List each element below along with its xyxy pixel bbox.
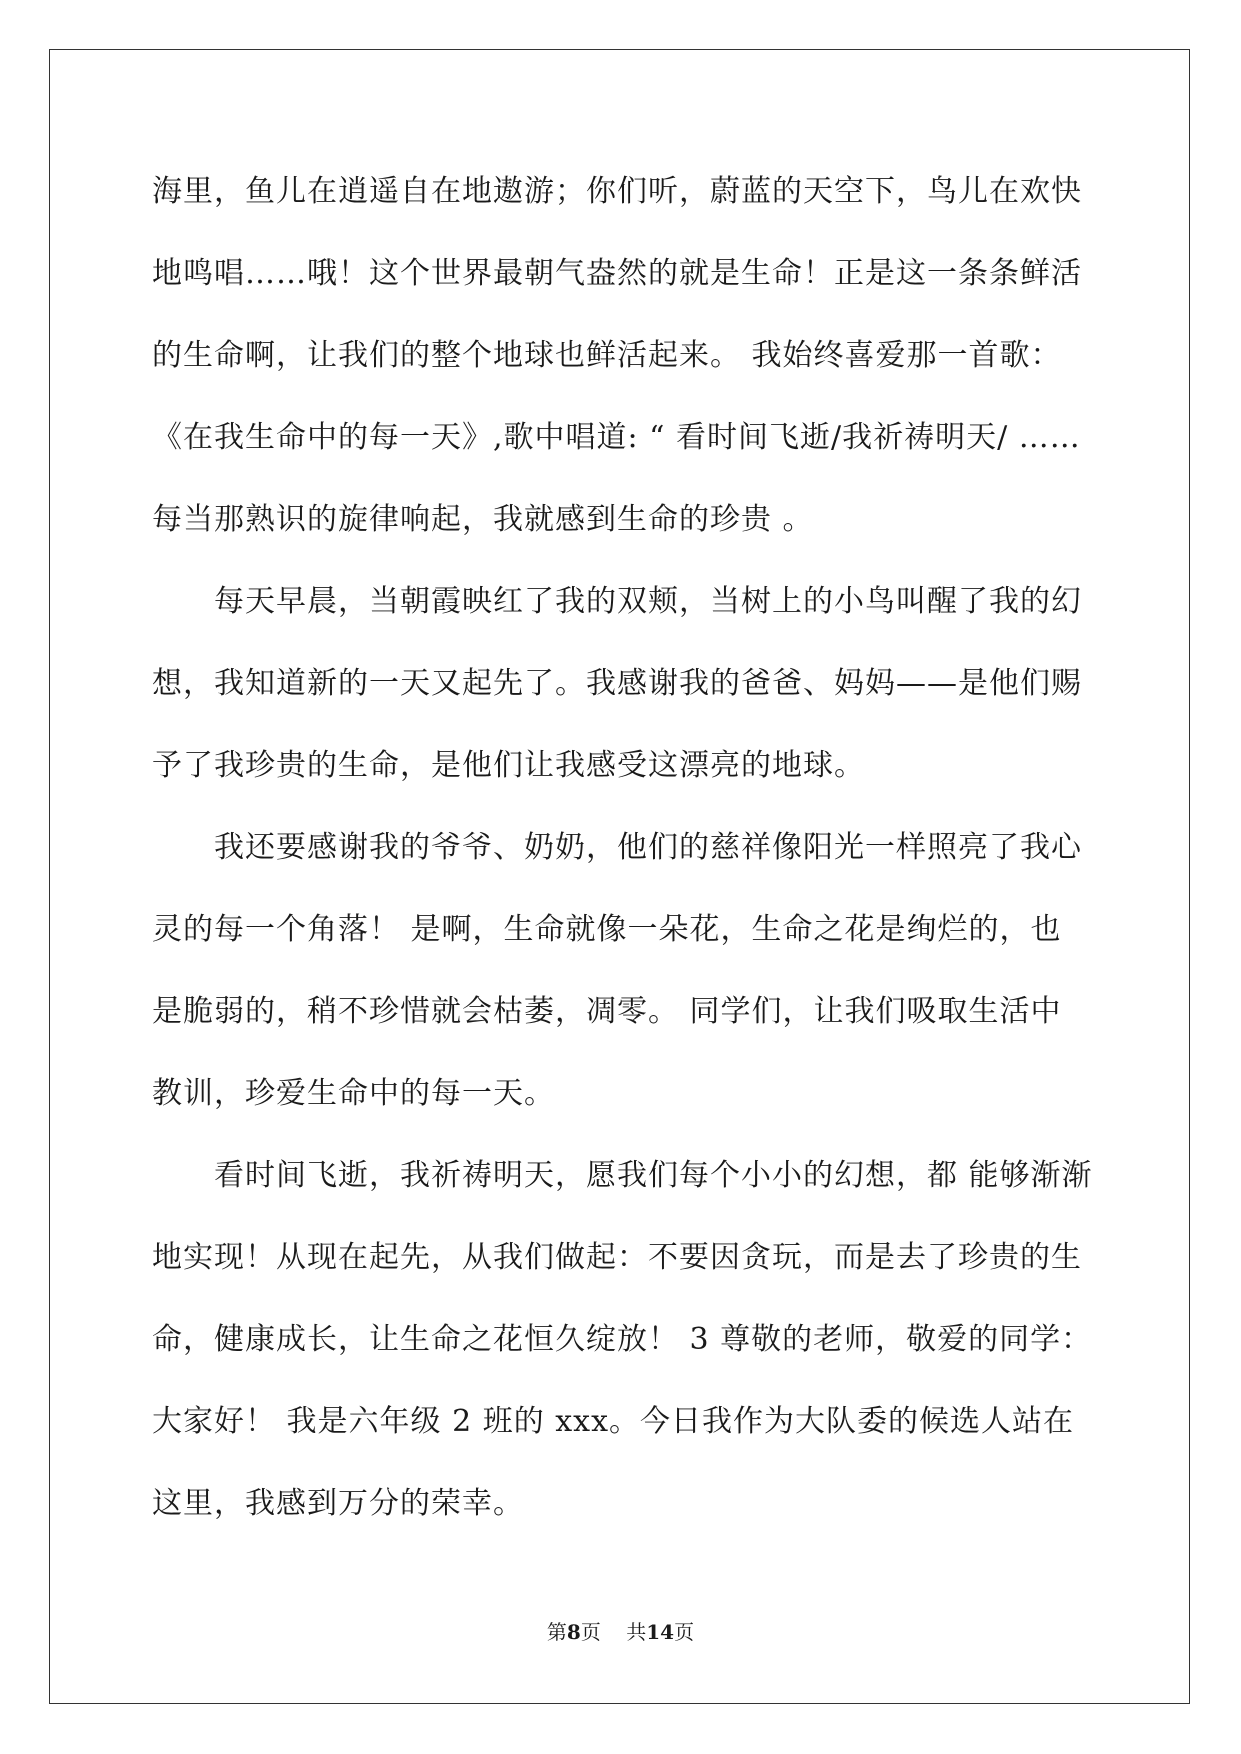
- text-line: 每当那熟识的旋律响起，我就感到生命的珍贵 。: [152, 502, 814, 537]
- footer-total-prefix: 共: [626, 1620, 647, 1644]
- text-line: 命，健康成长，让生命之花恒久绽放！ 3 尊敬的老师，敬爱的同学：: [152, 1322, 1093, 1357]
- paragraph-start-line: 看时间飞逝，我祈祷明天，愿我们每个小小的幻想，都 能够渐渐: [214, 1158, 1093, 1193]
- text-line: 地鸣唱……哦！这个世界最朝气盎然的就是生命！正是这一条条鲜活: [152, 256, 1082, 291]
- text-line: 灵的每一个角落！ 是啊，生命就像一朵花，生命之花是绚烂的，也: [152, 912, 1062, 947]
- paragraph-start-line: 我还要感谢我的爷爷、奶奶，他们的慈祥像阳光一样照亮了我心: [214, 830, 1082, 865]
- text-line: 想，我知道新的一天又起先了。我感谢我的爸爸、妈妈——是他们赐: [152, 666, 1082, 701]
- current-page-number: 8: [566, 1620, 581, 1644]
- text-line: 予了我珍贵的生命，是他们让我感受这漂亮的地球。: [152, 748, 865, 783]
- text-line: 《在我生命中的每一天》,歌中唱道: “ 看时间飞逝/我祈祷明天/ ……: [152, 420, 1081, 455]
- paragraph-start-line: 每天早晨，当朝霞映红了我的双颊，当树上的小鸟叫醒了我的幻: [214, 584, 1082, 619]
- document-body: [152, 160, 1092, 1554]
- footer-page-suffix: 页: [580, 1620, 601, 1644]
- text-line: 大家好！ 我是六年级 2 班的 xxx。今日我作为大队委的候选人站在: [152, 1404, 1074, 1439]
- text-line: 教训，珍爱生命中的每一天。: [152, 1076, 555, 1111]
- text-line: 是脆弱的，稍不珍惜就会枯萎，凋零。 同学们，让我们吸取生活中: [152, 994, 1062, 1029]
- text-line: 海里，鱼儿在逍遥自在地遨游；你们听，蔚蓝的天空下，鸟儿在欢快: [152, 174, 1082, 209]
- total-pages-number: 14: [646, 1620, 675, 1644]
- footer-total-suffix: 页: [674, 1620, 695, 1644]
- text-line: 地实现！从现在起先，从我们做起：不要因贪玩，而是去了珍贵的生: [152, 1240, 1082, 1275]
- text-line: 这里，我感到万分的荣幸。: [152, 1486, 524, 1521]
- text-line: 的生命啊，让我们的整个地球也鲜活起来。 我始终喜爱那一首歌：: [152, 338, 1062, 373]
- footer-prefix: 第: [546, 1620, 567, 1644]
- page-footer: [0, 1616, 1241, 1645]
